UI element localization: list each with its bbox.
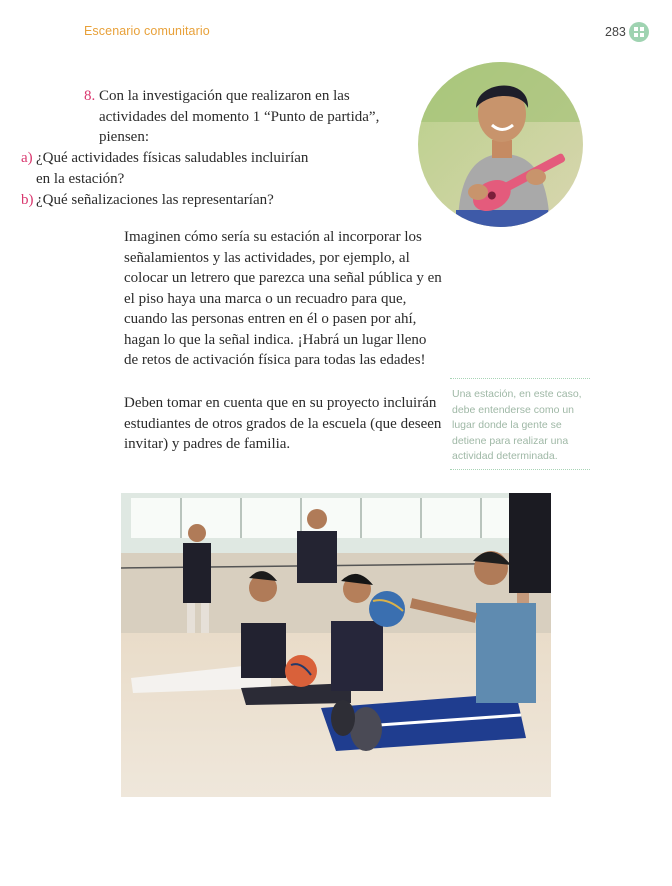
boy-ukulele-photo (418, 62, 583, 227)
page-number: 283 (605, 25, 626, 39)
paragraph-imagine: Imaginen cómo sería su estación al incorporar los señalamientos y las actividades, por ejemplo, al colocar un letrero que parezca una señal pública y en el piso haya una marca o un recuadro para que, cuando las personas entren en él o pasen por ahí, hagan lo que la señal indica. ¡Habrá un lugar lleno de retos de activación física para todas las edades! (124, 229, 442, 368)
item-text: ¿Qué actividades físicas saludables incluirían en la estación? (36, 150, 309, 187)
gym-activity-photo (121, 493, 551, 797)
section-title: Escenario comunitario (84, 24, 210, 38)
item-text: ¿Qué señalizaciones las representarían? (36, 192, 274, 208)
paragraph-participants: Deben tomar en cuenta que en su proyecto incluirán estudiantes de otros grados de la escuela (que deseen invitar) y padres de familia. (124, 395, 442, 452)
item-letter: a) (21, 150, 33, 166)
question-text: Con la investigación que realizaron en las actividades del momento 1 “Punto de partida”, piensen: (99, 88, 380, 145)
page-badge-icon (629, 22, 649, 42)
question-number: 8. (84, 88, 96, 104)
item-letter: b) (21, 192, 34, 208)
side-note: Una estación, en este caso, debe entenderse como un lugar donde la gente se detiene para realizar una actividad determinada. (450, 378, 590, 470)
